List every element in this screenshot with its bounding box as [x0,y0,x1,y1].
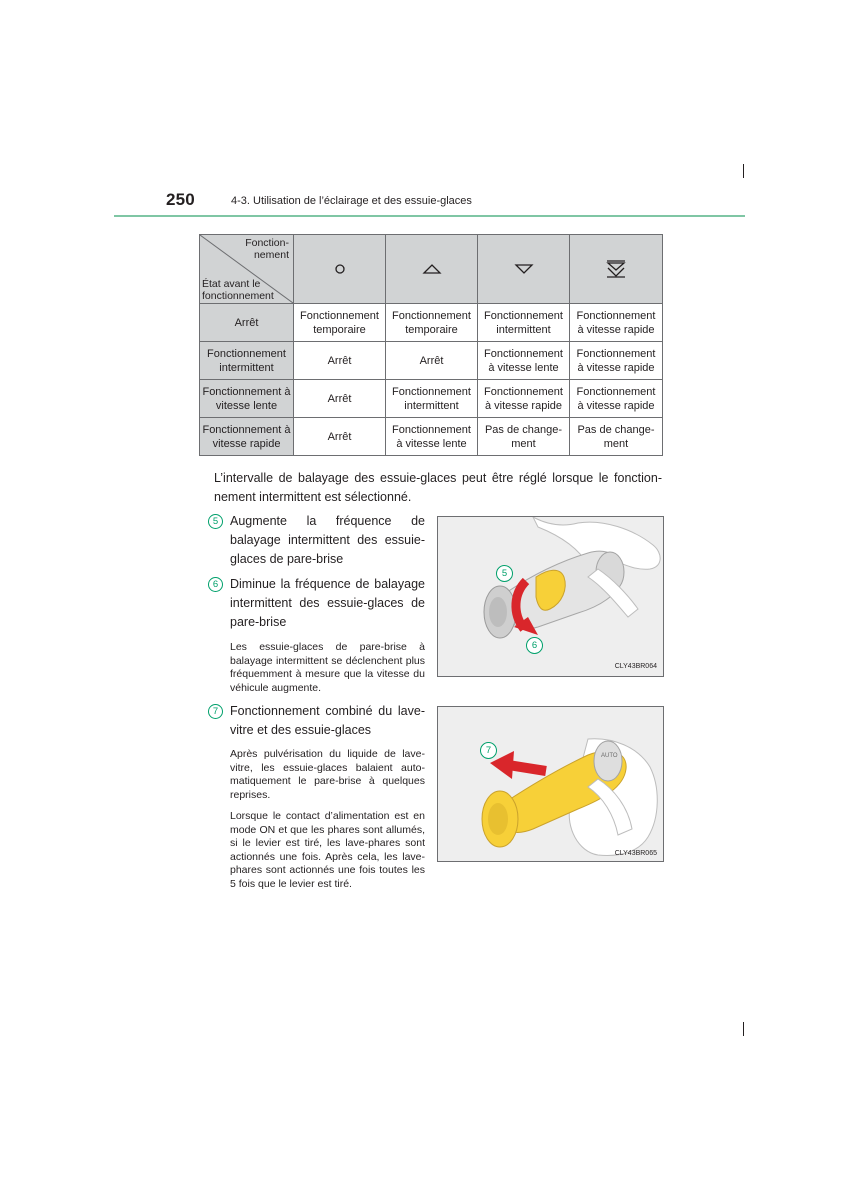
page-number: 250 [166,190,195,209]
table-cell: Fonctionnement intermittent [478,304,570,342]
table-cell: Fonctionnement à vitesse lente [478,342,570,380]
step-number-badge: 6 [208,577,223,592]
wiper-operation-table [199,234,663,456]
table-row [200,342,663,380]
column-header-down [478,235,570,304]
figure-washer-operation [437,706,664,862]
table-cell: Arrêt [386,342,478,380]
table-cell: Fonctionnement à vitesse rapide [570,304,663,342]
circle-icon [333,262,347,276]
table-row [200,418,663,456]
column-header-mist [294,235,386,304]
row-state-cell: Arrêt [200,304,294,342]
table-cell: Pas de change-ment [478,418,570,456]
intro-paragraph: L’intervalle de balayage des essuie-glaces peut être réglé lorsque le fonction-nement intermittent est sélectionné. [214,471,662,504]
table-cell: Fonctionnement à vitesse rapide [570,342,663,380]
row-state-cell: Fonctionnement intermittent [200,342,294,380]
column-header-double-down [570,235,663,304]
table-row [200,380,663,418]
washer-lever-illustration [438,707,663,861]
note-speed-frequency: Les essuie-glaces de pare-brise à balayage intermittent se déclenchent plus fréquemment à mesure que la vitesse du véhicule augmente. [230,641,425,694]
step-number-badge: 5 [208,514,223,529]
triangle-down-icon [513,262,535,276]
crop-mark-bottom [743,1022,744,1036]
callout-6: 6 [526,637,543,654]
figure-code: CLY43BR065 [614,850,657,857]
corner-operation-label: Fonction- nement [245,237,289,261]
crop-mark-top [743,164,744,178]
table-cell: Pas de change-ment [570,418,663,456]
double-triangle-down-icon [604,259,628,279]
table-cell: Fonctionnement temporaire [386,304,478,342]
table-cell: Fonctionnement à vitesse rapide [478,380,570,418]
row-state-cell: Fonctionnement à vitesse rapide [200,418,294,456]
table-cell: Fonctionnement à vitesse lente [386,418,478,456]
column-header-up [386,235,478,304]
callout-5: 5 [496,565,513,582]
item-text: Augmente la fréquence de balayage intermittent des essuie-glaces de pare-brise [230,514,425,566]
table-cell: Arrêt [294,380,386,418]
callout-7: 7 [480,742,497,759]
row-state-cell: Fonctionnement à vitesse lente [200,380,294,418]
triangle-up-icon [421,262,443,276]
table-cell: Fonctionnement intermittent [386,380,478,418]
table-cell: Arrêt [294,342,386,380]
table-cell: Fonctionnement temporaire [294,304,386,342]
figure-code: CLY43BR064 [614,663,657,670]
list-item-increase [207,512,425,572]
table-cell: Fonctionnement à vitesse rapide [570,380,663,418]
wiper-lever-illustration [438,517,663,676]
note-washer-sweeps: Après pulvérisation du liquide de lave-vitre, les essuie-glaces balaient auto-matiquement le pare-brise à quelques reprises. [230,748,425,801]
list-item-washer [207,702,425,742]
list-item-decrease [207,575,425,635]
section-title: 4-3. Utilisation de l’éclairage et des essuie-glaces [231,195,472,207]
header-rule [114,215,745,217]
table-corner-cell [200,235,294,304]
knob-auto-label: AUTO [601,753,618,759]
item-text: Diminue la fréquence de balayage intermittent des essuie-glaces de pare-brise [230,577,425,629]
table-header-row [200,235,663,304]
item-text: Fonctionnement combiné du lave-vitre et des essuie-glaces [230,704,425,737]
figure-wiper-frequency [437,516,664,677]
corner-state-label: État avant le fonctionnement [202,278,274,302]
note-headlamp-washer: Lorsque le contact d’alimentation est en mode ON et que les phares sont allumés, si le levier est tiré, les lave-phares sont actionnés une fois. Après cela, les lave-phares sont actionnés une fois toutes les 5 fois que le levier est tiré. [230,810,425,890]
step-number-badge: 7 [208,704,223,719]
table-row [200,304,663,342]
table-cell: Arrêt [294,418,386,456]
